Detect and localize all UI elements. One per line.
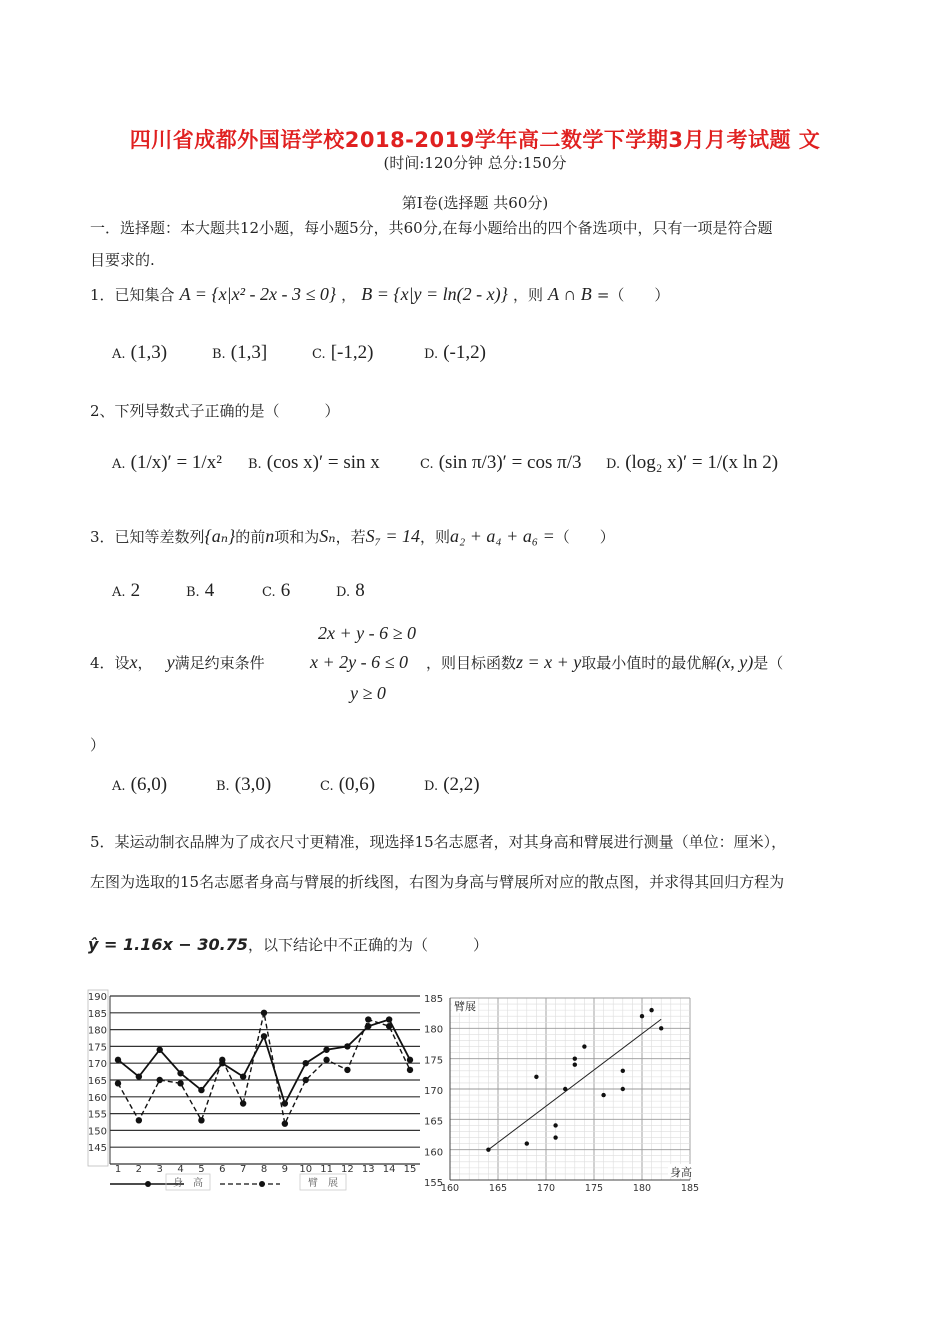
y-right-tick-label: 175 <box>424 1055 444 1067</box>
q2-option-d[interactable] <box>606 452 778 474</box>
q3-sn: Sₙ <box>319 526 336 546</box>
q5-line-1: 5．某运动制衣品牌为了成衣尺寸更精准，现选择15名志愿者，对其身高和臂展进行测量（单位：厘米）， <box>90 833 787 851</box>
option-value: 4 <box>204 580 215 601</box>
q5-tail: ，以下结论中不正确的为（ ） <box>247 936 488 954</box>
x-tick-label: 13 <box>361 1164 375 1175</box>
scatter-point <box>601 1093 605 1097</box>
option-label: D. <box>606 457 621 472</box>
option-label: B. <box>248 457 262 472</box>
line-chart-series <box>115 1010 413 1127</box>
data-point <box>198 1117 204 1123</box>
q4-x: x <box>129 652 138 672</box>
q1-set-a: A = {x|x² - 2x - 3 ≤ 0} <box>179 284 337 304</box>
q1-comma: ， <box>341 286 357 304</box>
x-tick-label: 170 <box>536 1183 556 1194</box>
scatter-point <box>553 1123 557 1127</box>
legend-marker-armspan <box>259 1181 265 1187</box>
q1-option-a[interactable] <box>112 342 167 364</box>
y-tick-label: 145 <box>87 1143 107 1155</box>
q4-constraint-2: x + 2y - 6 ≤ 0 <box>310 652 408 672</box>
option-value: (3,0) <box>234 774 272 795</box>
line-chart-x-ticks <box>115 1164 417 1175</box>
q3-n: n <box>265 526 275 546</box>
q2-stem: 2、下列导数式子正确的是（ ） <box>90 402 340 420</box>
y-tick-label: 170 <box>87 1059 107 1071</box>
q3-option-a[interactable] <box>112 580 140 602</box>
q4-mid2: ，则目标函数 <box>426 654 517 672</box>
q3-cond: S₇ = 14 <box>365 526 420 546</box>
option-value: 6 <box>280 580 291 601</box>
x-tick-label: 2 <box>135 1164 143 1175</box>
q4-option-b[interactable] <box>216 774 271 796</box>
data-point <box>136 1117 142 1123</box>
q4-option-d[interactable] <box>424 774 480 796</box>
legend-label-armspan: 臂 展 <box>308 1178 338 1189</box>
data-point <box>115 1057 121 1063</box>
data-point <box>261 1033 267 1039</box>
q3-option-b[interactable] <box>186 580 214 602</box>
option-label: C. <box>320 779 334 794</box>
data-point <box>323 1057 329 1063</box>
y-right-tick-label: 180 <box>424 1024 444 1036</box>
y-axis-label: 臂展 <box>454 1000 476 1013</box>
data-point <box>157 1077 163 1083</box>
option-label: D. <box>424 347 439 362</box>
scatter-point <box>573 1063 577 1067</box>
x-tick-label: 14 <box>382 1164 396 1175</box>
question-1 <box>90 284 669 305</box>
data-point <box>303 1077 309 1083</box>
data-point <box>407 1057 413 1063</box>
scatter-ticks <box>441 1183 699 1194</box>
option-label: D. <box>424 779 439 794</box>
scatter-point <box>486 1147 490 1151</box>
q4-comma: ， <box>137 654 153 672</box>
scatter-point <box>573 1056 577 1060</box>
q4-constraint-1: 2x + y - 6 ≥ 0 <box>318 623 416 643</box>
data-point <box>240 1073 246 1079</box>
question-4-line <box>90 652 265 673</box>
q4-constraint-3: y ≥ 0 <box>350 683 386 703</box>
q3-seq: {aₙ} <box>204 526 236 546</box>
scatter-point <box>563 1087 567 1091</box>
scatter-point <box>582 1044 586 1048</box>
instructions-line-2: 目要求的. <box>90 251 155 269</box>
q1-eq: =（ ） <box>596 286 670 304</box>
option-value: (1,3) <box>130 342 168 363</box>
section-title: 第Ⅰ卷(选择题 共60分) <box>401 194 549 212</box>
data-point <box>282 1120 288 1126</box>
option-label: A. <box>112 779 126 794</box>
y-right-tick-label: 155 <box>424 1178 444 1189</box>
scatter-point <box>640 1014 644 1018</box>
q4-mid: 满足约束条件 <box>174 654 265 672</box>
option-label: A. <box>112 347 126 362</box>
y-right-tick-label: 165 <box>424 1116 444 1128</box>
scatter-point <box>659 1026 663 1030</box>
x-tick-label: 7 <box>239 1164 247 1175</box>
q4-option-c[interactable] <box>320 774 375 796</box>
q3-expr: a₂ + a₄ + a₆ = <box>450 526 555 546</box>
exam-time-info: (时间:120分钟 总分:150分 <box>383 154 567 172</box>
q1-option-c[interactable] <box>312 342 373 364</box>
x-tick-label: 185 <box>680 1183 700 1194</box>
scatter-point <box>534 1075 538 1079</box>
y-tick-label: 180 <box>87 1025 107 1037</box>
q1-expr: A ∩ B <box>548 284 592 304</box>
legend-label-height: 身 高 <box>173 1178 203 1189</box>
scatter-chart <box>440 990 702 1196</box>
q4-objective: z = x + y <box>516 652 582 672</box>
q4-xy: (x, y) <box>716 652 754 672</box>
data-point <box>115 1080 121 1086</box>
option-value: (2,2) <box>443 774 480 795</box>
option-label: C. <box>420 457 434 472</box>
data-point <box>219 1057 225 1063</box>
y-tick-label: 165 <box>87 1076 107 1087</box>
data-point <box>136 1073 142 1079</box>
x-tick-label: 12 <box>341 1164 354 1175</box>
q4-tail2: ） <box>90 736 106 754</box>
option-value: (log₂ x)′ = 1/(x ln 2) <box>625 452 779 473</box>
option-value: (1/x)′ = 1/x² <box>130 452 222 473</box>
scatter-point <box>649 1008 653 1012</box>
data-point <box>261 1010 267 1016</box>
line-chart-y-ticks <box>88 992 107 1154</box>
y-tick-label: 150 <box>87 1126 107 1138</box>
x-tick-label: 11 <box>320 1164 333 1175</box>
q5-line-2: 左图为选取的15名志愿者身高与臂展的折线图，右图为身高与臂展所对应的散点图，并求得其回归方程为 <box>90 873 785 891</box>
x-axis-label: 身高 <box>670 1166 692 1179</box>
q4-mid3: 取最小值时的最优解 <box>581 654 717 672</box>
option-value: (-1,2) <box>443 342 486 363</box>
x-tick-label: 9 <box>281 1164 289 1175</box>
q4-option-a[interactable] <box>112 774 167 796</box>
data-point <box>157 1047 163 1053</box>
y-right-tick-label: 160 <box>424 1147 444 1159</box>
data-point <box>407 1067 413 1073</box>
line-chart-legend <box>110 1174 346 1190</box>
paper-title: 四川省成都外国语学校2018-2019学年高二数学下学期3月月考试题 文 <box>129 128 821 152</box>
option-label: C. <box>262 585 276 600</box>
option-label: B. <box>216 779 230 794</box>
x-tick-label: 1 <box>114 1164 122 1175</box>
x-tick-label: 4 <box>177 1164 184 1175</box>
x-tick-label: 180 <box>632 1183 652 1194</box>
option-value: 8 <box>355 580 365 601</box>
instructions-line-1: 一．选择题：本大题共12小题，每小题5分，共60分,在每小题给出的四个备选项中，只有一项是符合题 <box>90 219 773 237</box>
option-value: (1,3] <box>230 342 268 363</box>
y-tick-label: 190 <box>87 992 107 1003</box>
q3-option-d[interactable] <box>336 580 365 602</box>
x-tick-label: 175 <box>584 1183 604 1194</box>
q4-prefix: 4．设 <box>90 654 130 672</box>
y-tick-label: 175 <box>87 1042 107 1054</box>
question-4-objective <box>426 652 783 673</box>
q2-option-a[interactable] <box>112 452 222 474</box>
option-label: B. <box>212 347 226 362</box>
q3-mid3: ，若 <box>335 528 366 546</box>
y-right-tick-label: 185 <box>424 994 444 1005</box>
line-chart <box>84 986 450 1196</box>
q3-mid4: ，则 <box>420 528 451 546</box>
option-value: (6,0) <box>130 774 168 795</box>
x-tick-label: 15 <box>403 1164 417 1175</box>
scatter-point <box>553 1135 557 1139</box>
q1-set-b: B = {x|y = ln(2 - x)} <box>361 284 508 304</box>
legend-marker-height <box>145 1181 151 1187</box>
option-label: C. <box>312 347 326 362</box>
q3-option-c[interactable] <box>262 580 290 602</box>
option-value: (sin π/3)′ = cos π/3 <box>438 452 582 473</box>
option-value: [-1,2) <box>330 342 374 363</box>
data-point <box>303 1060 309 1066</box>
q1-option-b[interactable] <box>212 342 267 364</box>
q3-prefix: 3．已知等差数列 <box>90 528 205 546</box>
data-point <box>198 1087 204 1093</box>
option-value: 2 <box>130 580 141 601</box>
q2-option-c[interactable] <box>420 452 582 474</box>
x-tick-label: 10 <box>299 1164 313 1175</box>
q3-mid1: 的前 <box>235 528 266 546</box>
x-tick-label: 6 <box>219 1164 226 1175</box>
option-label: A. <box>112 585 126 600</box>
y-tick-label: 155 <box>87 1109 107 1121</box>
y-right-tick-label: 170 <box>424 1086 444 1097</box>
data-point <box>240 1100 246 1106</box>
data-point <box>344 1043 350 1049</box>
y-tick-label: 185 <box>87 1008 107 1020</box>
q5-equation: ŷ = 1.16x − 30.75 <box>88 935 248 954</box>
data-point <box>177 1080 183 1086</box>
data-point <box>386 1023 392 1029</box>
y-tick-label: 160 <box>87 1092 107 1104</box>
option-label: A. <box>112 457 126 472</box>
x-tick-label: 165 <box>488 1183 508 1194</box>
data-point <box>177 1070 183 1076</box>
x-tick-label: 160 <box>440 1183 460 1194</box>
option-label: D. <box>336 585 351 600</box>
q3-mid2: 项和为 <box>274 528 320 546</box>
data-point <box>323 1047 329 1053</box>
q4-tail1: 是（ <box>753 654 784 672</box>
question-3 <box>90 526 615 547</box>
data-point <box>344 1067 350 1073</box>
q1-prefix: 1．已知集合 <box>90 286 175 304</box>
scatter-grid <box>450 998 690 1180</box>
x-tick-label: 3 <box>156 1164 163 1175</box>
option-value: (0,6) <box>338 774 376 795</box>
option-label: B. <box>186 585 200 600</box>
data-point <box>386 1016 392 1022</box>
q1-option-d[interactable] <box>424 342 486 364</box>
data-point <box>365 1016 371 1022</box>
data-point <box>282 1100 288 1106</box>
scatter-point <box>621 1087 625 1091</box>
x-tick-label: 8 <box>260 1164 268 1175</box>
q2-option-b[interactable] <box>248 452 380 474</box>
x-tick-label: 5 <box>198 1164 205 1175</box>
q1-then: ，则 <box>512 286 543 304</box>
q4-y: y <box>166 652 175 672</box>
option-value: (cos x)′ = sin x <box>266 452 380 473</box>
series-line-height <box>118 1020 410 1104</box>
q5-equation-line <box>88 934 488 955</box>
scatter-point <box>621 1069 625 1073</box>
q3-tail: （ ） <box>554 528 615 546</box>
scatter-point <box>525 1141 529 1145</box>
